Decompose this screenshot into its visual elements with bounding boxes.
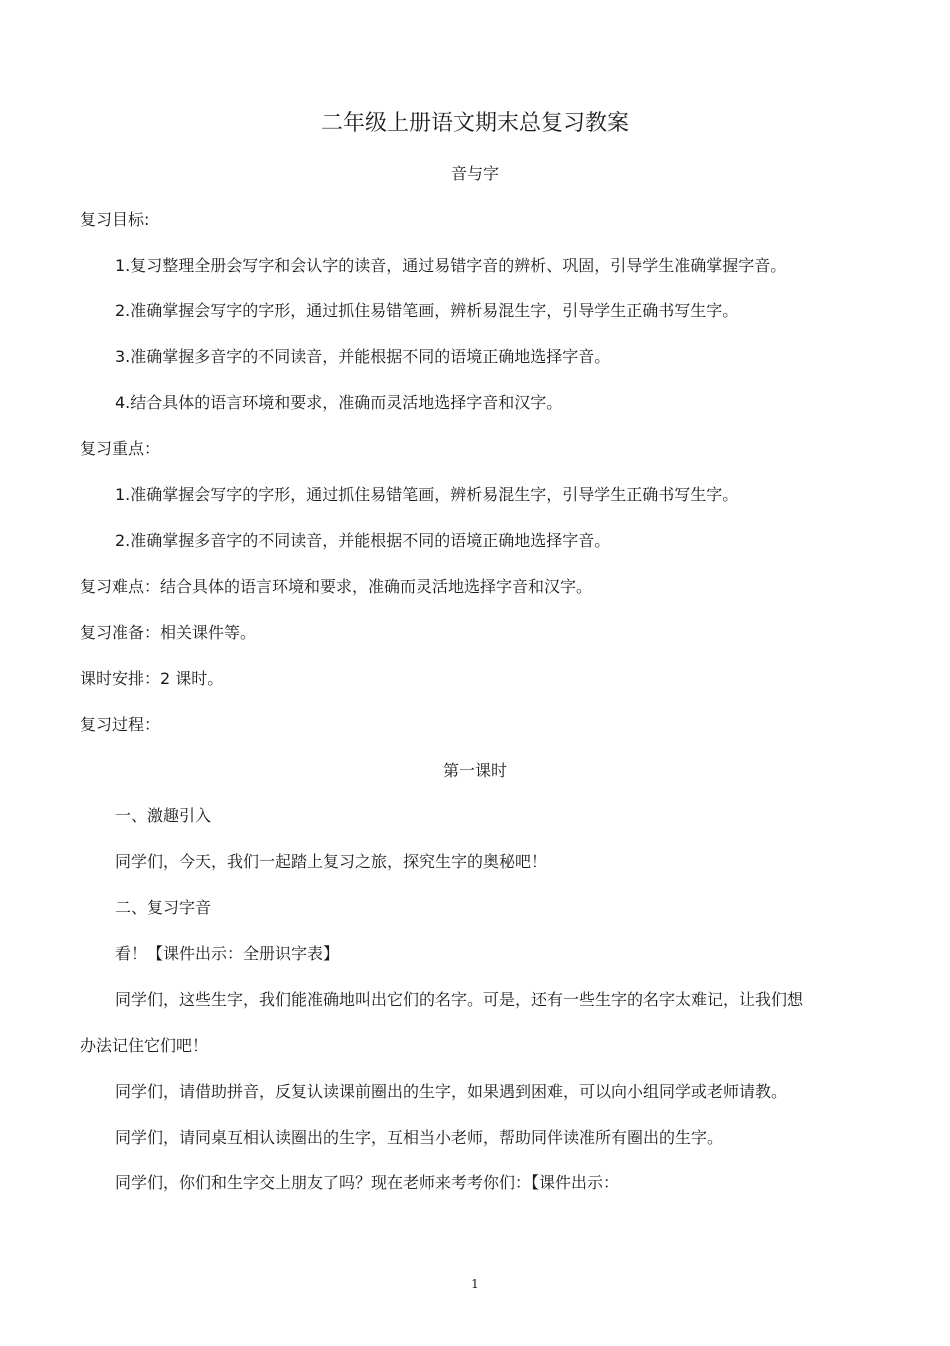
section-heading: 一、激趣引入 (115, 806, 212, 825)
paragraph-continuation: 办法记住它们吧！ (80, 1036, 209, 1055)
document-title: 二年级上册语文期末总复习教案 (320, 111, 629, 136)
process-heading: 复习过程： (80, 715, 161, 734)
keypoints-heading: 复习重点： (80, 439, 161, 458)
objective-item: 4.结合具体的语言环境和要求，准确而灵活地选择字音和汉字。 (115, 393, 563, 412)
preparation-line: 复习准备：相关课件等。 (80, 623, 257, 642)
keypoint-item: 2.准确掌握多音字的不同读音，并能根据不同的语境正确地选择字音。 (115, 531, 611, 550)
lesson-title: 第一课时 (442, 761, 507, 780)
objective-item: 3.准确掌握多音字的不同读音，并能根据不同的语境正确地选择字音。 (115, 347, 611, 366)
objective-item: 2.准确掌握会写字的字形，通过抓住易错笔画，辨析易混生字，引导学生正确书写生字。 (115, 301, 739, 320)
paragraph: 同学们，请同桌互相认读圈出的生字，互相当小老师，帮助同伴读准所有圈出的生字。 (115, 1128, 724, 1147)
paragraph: 同学们，这些生字，我们能准确地叫出它们的名字。可是，还有一些生字的名字太难记，让我们想 (115, 990, 804, 1009)
schedule-line: 课时安排：2 课时。 (80, 669, 224, 688)
keypoint-item: 1.准确掌握会写字的字形，通过抓住易错笔画，辨析易混生字，引导学生正确书写生字。 (115, 485, 739, 504)
objective-item: 1.复习整理全册会写字和会认字的读音，通过易错字音的辨析、巩固，引导学生准确掌握字音。 (115, 256, 787, 275)
paragraph: 同学们，请借助拼音，反复认读课前圈出的生字，如果遇到困难，可以向小组同学或老师请教。 (115, 1082, 788, 1101)
objectives-heading: 复习目标: (80, 210, 150, 229)
paragraph: 同学们，今天，我们一起踏上复习之旅，探究生字的奥秘吧！ (115, 852, 548, 871)
difficulty-line: 复习难点：结合具体的语言环境和要求，准确而灵活地选择字音和汉字。 (80, 577, 593, 596)
paragraph: 看！【课件出示：全册识字表】 (115, 944, 340, 963)
section-heading: 二、复习字音 (115, 898, 212, 917)
document-subtitle: 音与字 (450, 164, 499, 183)
paragraph: 同学们，你们和生字交上朋友了吗？现在老师来考考你们：【课件出示： (115, 1173, 620, 1192)
page-number: 1 (471, 1277, 479, 1291)
